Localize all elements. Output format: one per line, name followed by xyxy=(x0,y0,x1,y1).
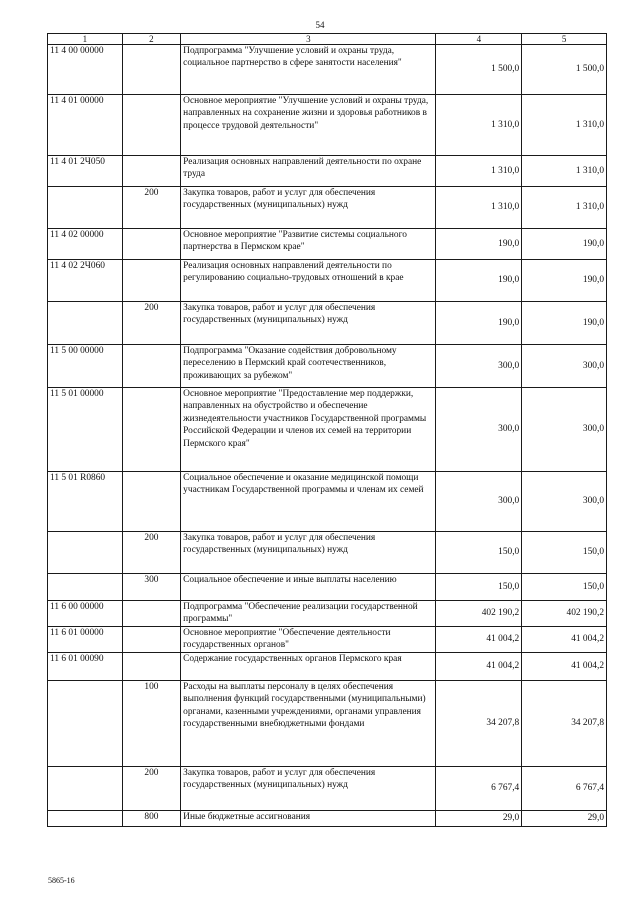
column-header: 5 xyxy=(522,34,607,45)
table-row xyxy=(48,810,607,826)
row-kind: 800 xyxy=(122,810,181,826)
row-amount-2: 1 310,0 xyxy=(522,187,607,229)
row-kind xyxy=(122,472,181,532)
row-name: Закупка товаров, работ и услуг для обеспечения государственных (муниципальных) нужд xyxy=(181,766,436,810)
row-amount-2: 1 310,0 xyxy=(522,156,607,187)
row-name: Иные бюджетные ассигнования xyxy=(181,810,436,826)
row-amount-1: 1 500,0 xyxy=(436,45,522,95)
row-amount-2: 300,0 xyxy=(522,472,607,532)
row-kind xyxy=(122,260,181,302)
row-code xyxy=(48,187,123,229)
row-amount-2: 150,0 xyxy=(522,574,607,601)
row-kind: 200 xyxy=(122,766,181,810)
row-code: 11 4 01 00000 xyxy=(48,95,123,156)
row-code xyxy=(48,680,123,766)
column-header: 3 xyxy=(181,34,436,45)
row-code: 11 6 01 00000 xyxy=(48,627,123,653)
row-amount-2: 402 190,2 xyxy=(522,601,607,627)
row-amount-2: 34 207,8 xyxy=(522,680,607,766)
row-kind xyxy=(122,45,181,95)
row-kind: 100 xyxy=(122,680,181,766)
row-kind: 200 xyxy=(122,302,181,345)
row-kind: 300 xyxy=(122,574,181,601)
table-row xyxy=(48,229,607,260)
row-amount-1: 41 004,2 xyxy=(436,652,522,680)
budget-table xyxy=(47,33,607,827)
row-name: Подпрограмма "Оказание содействия добровольному переселению в Пермский край соотечественников, проживающих за рубежом" xyxy=(181,345,436,388)
row-amount-1: 190,0 xyxy=(436,229,522,260)
row-kind xyxy=(122,652,181,680)
table-row xyxy=(48,260,607,302)
column-header: 1 xyxy=(48,34,123,45)
row-name: Основное мероприятие "Предоставление мер поддержки, направленных на обустройство и обеспечение жизнедеятельности участников Государственной программы Российской Федерации и членов их семей на территории Пермского края" xyxy=(181,388,436,472)
table-row xyxy=(48,766,607,810)
table-row xyxy=(48,388,607,472)
row-name: Закупка товаров, работ и услуг для обеспечения государственных (муниципальных) нужд xyxy=(181,302,436,345)
row-name: Подпрограмма "Обеспечение реализации государственной программы" xyxy=(181,601,436,627)
row-code xyxy=(48,574,123,601)
row-amount-1: 150,0 xyxy=(436,574,522,601)
row-amount-1: 150,0 xyxy=(436,532,522,574)
row-code: 11 5 01 00000 xyxy=(48,388,123,472)
row-amount-1: 190,0 xyxy=(436,302,522,345)
row-amount-1: 300,0 xyxy=(436,388,522,472)
row-name: Реализация основных направлений деятельности по охране труда xyxy=(181,156,436,187)
row-code: 11 4 01 2Ч050 xyxy=(48,156,123,187)
row-amount-1: 402 190,2 xyxy=(436,601,522,627)
row-amount-2: 6 767,4 xyxy=(522,766,607,810)
row-code: 11 5 00 00000 xyxy=(48,345,123,388)
table-row xyxy=(48,532,607,574)
row-code: 11 6 01 00090 xyxy=(48,652,123,680)
row-amount-1: 1 310,0 xyxy=(436,156,522,187)
table-row xyxy=(48,95,607,156)
table-row xyxy=(48,302,607,345)
column-header: 4 xyxy=(436,34,522,45)
row-amount-1: 34 207,8 xyxy=(436,680,522,766)
row-amount-2: 1 310,0 xyxy=(522,95,607,156)
row-code xyxy=(48,810,123,826)
table-row xyxy=(48,45,607,95)
row-amount-2: 41 004,2 xyxy=(522,627,607,653)
row-amount-2: 190,0 xyxy=(522,229,607,260)
row-code xyxy=(48,532,123,574)
row-name: Социальное обеспечение и оказание медицинской помощи участникам Государственной программы и членам их семей xyxy=(181,472,436,532)
column-header: 2 xyxy=(122,34,181,45)
row-code: 11 4 02 2Ч060 xyxy=(48,260,123,302)
table-row xyxy=(48,187,607,229)
table-row xyxy=(48,472,607,532)
row-amount-1: 41 004,2 xyxy=(436,627,522,653)
table-row xyxy=(48,574,607,601)
row-kind: 200 xyxy=(122,187,181,229)
row-amount-2: 190,0 xyxy=(522,302,607,345)
row-amount-2: 29,0 xyxy=(522,810,607,826)
row-amount-2: 150,0 xyxy=(522,532,607,574)
row-name: Подпрограмма "Улучшение условий и охраны труда, социальное партнерство в сфере занятости населения" xyxy=(181,45,436,95)
row-amount-1: 1 310,0 xyxy=(436,187,522,229)
row-kind: 200 xyxy=(122,532,181,574)
row-amount-1: 29,0 xyxy=(436,810,522,826)
row-name: Закупка товаров, работ и услуг для обеспечения государственных (муниципальных) нужд xyxy=(181,532,436,574)
row-amount-1: 190,0 xyxy=(436,260,522,302)
table-row xyxy=(48,601,607,627)
row-name: Расходы на выплаты персоналу в целях обеспечения выполнения функций государственными (муниципальными) органами, казенными учреждениями, органами управления государственными внебюджетными фондами xyxy=(181,680,436,766)
column-number-row xyxy=(48,34,607,45)
row-amount-2: 300,0 xyxy=(522,388,607,472)
row-kind xyxy=(122,156,181,187)
table-row xyxy=(48,680,607,766)
row-code xyxy=(48,302,123,345)
row-name: Основное мероприятие "Обеспечение деятельности государственных органов" xyxy=(181,627,436,653)
row-code xyxy=(48,766,123,810)
table-row xyxy=(48,652,607,680)
table-row xyxy=(48,345,607,388)
page-number: 54 xyxy=(315,20,325,30)
row-amount-2: 1 500,0 xyxy=(522,45,607,95)
row-kind xyxy=(122,345,181,388)
row-kind xyxy=(122,388,181,472)
row-name: Содержание государственных органов Пермского края xyxy=(181,652,436,680)
row-code: 11 4 02 00000 xyxy=(48,229,123,260)
table-body xyxy=(48,45,607,827)
row-kind xyxy=(122,601,181,627)
row-name: Закупка товаров, работ и услуг для обеспечения государственных (муниципальных) нужд xyxy=(181,187,436,229)
row-name: Реализация основных направлений деятельности по регулированию социально-трудовых отношений в крае xyxy=(181,260,436,302)
table-row xyxy=(48,156,607,187)
row-amount-1: 6 767,4 xyxy=(436,766,522,810)
row-name: Основное мероприятие "Улучшение условий и охраны труда, направленных на сохранение жизни и здоровья работников в процессе трудовой деятельности" xyxy=(181,95,436,156)
row-amount-2: 41 004,2 xyxy=(522,652,607,680)
row-code: 11 6 00 00000 xyxy=(48,601,123,627)
row-amount-2: 190,0 xyxy=(522,260,607,302)
table-row xyxy=(48,627,607,653)
row-kind xyxy=(122,229,181,260)
row-code: 11 4 00 00000 xyxy=(48,45,123,95)
row-kind xyxy=(122,95,181,156)
row-name: Основное мероприятие "Развитие системы социального партнерства в Пермском крае" xyxy=(181,229,436,260)
row-kind xyxy=(122,627,181,653)
row-amount-1: 300,0 xyxy=(436,472,522,532)
row-name: Социальное обеспечение и иные выплаты населению xyxy=(181,574,436,601)
row-amount-1: 1 310,0 xyxy=(436,95,522,156)
row-amount-1: 300,0 xyxy=(436,345,522,388)
row-code: 11 5 01 R0860 xyxy=(48,472,123,532)
document-code: 5865-16 xyxy=(48,876,75,885)
row-amount-2: 300,0 xyxy=(522,345,607,388)
